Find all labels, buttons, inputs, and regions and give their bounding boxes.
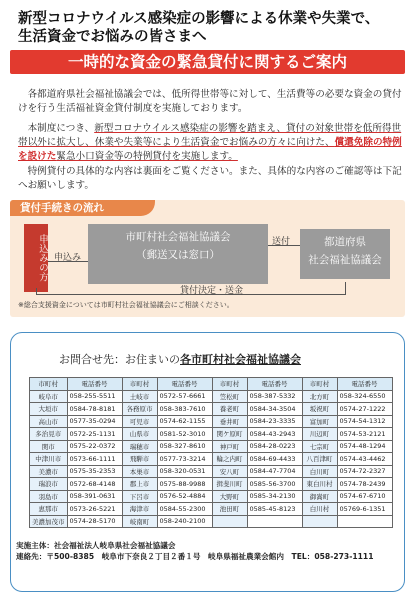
- municipality-cell: 飛騨市: [122, 453, 157, 466]
- municipality-cell: 東白川村: [302, 478, 337, 491]
- col-phone: 電話番号: [337, 378, 392, 391]
- phone-cell: 0574-62-1155: [157, 415, 212, 428]
- municipality-cell: 安八町: [212, 465, 247, 478]
- municipal-node-line2: （郵送又は窓口）: [136, 249, 220, 261]
- return-label: 貸付決定・送金: [180, 286, 244, 296]
- municipality-cell: 池田町: [212, 503, 247, 516]
- phone-cell: 058-320-0531: [157, 465, 212, 478]
- table-row: [30, 453, 393, 466]
- municipal-council-node: [88, 224, 268, 284]
- phone-cell: 0574-48-1294: [337, 440, 392, 453]
- phone-cell: 058-324-6550: [337, 390, 392, 403]
- prefectural-council-node: [300, 229, 390, 279]
- phone-cell: 0572-68-4148: [67, 478, 122, 491]
- contact-title: [59, 351, 301, 367]
- footer-organizer: 実施主体：社会福祉法人岐阜県社会福祉協議会: [16, 541, 176, 550]
- arrow-send-label: 送付: [272, 237, 291, 247]
- municipality-cell: 下呂市: [122, 490, 157, 503]
- phone-cell: 0584-55-2300: [157, 503, 212, 516]
- municipality-cell: 土岐市: [122, 390, 157, 403]
- phone-cell: 0572-57-6661: [157, 390, 212, 403]
- phone-cell: 0574-72-2327: [337, 465, 392, 478]
- municipality-cell: 八百津町: [302, 453, 337, 466]
- phone-cell: 058-327-8610: [157, 440, 212, 453]
- phone-cell: 0574-54-1312: [337, 415, 392, 428]
- phone-cell: 0584-34-3504: [247, 403, 302, 416]
- footer-address: 連絡先：〒500-8385 岐阜市下奈良２丁目２番１号 岐阜県福祉農業会館内 TEL：058-273-1111: [16, 552, 374, 561]
- col-name: 市町村: [30, 378, 68, 391]
- table-row: [30, 490, 393, 503]
- phone-cell: 0585-45-8123: [247, 503, 302, 516]
- municipality-cell: 笠松町: [212, 390, 247, 403]
- footer: [16, 540, 396, 562]
- paragraph-special: [18, 122, 403, 164]
- phone-cell: 0584-69-4433: [247, 453, 302, 466]
- municipality-cell: 中津川市: [30, 453, 68, 466]
- table-row: [30, 390, 393, 403]
- p2-expanded: 新型コロナウイルス感染症の影響を踏まえ、貸付の対象世帯を低所得世帯以外に拡大し、休業や失業等により生活資金でお悩みの方々に向けた、: [18, 123, 402, 148]
- table-row: [30, 503, 393, 516]
- phone-cell: 0574-27-1222: [337, 403, 392, 416]
- prefectural-node-line2: 社会福祉協議会: [308, 254, 382, 266]
- table-row: [30, 515, 393, 528]
- municipality-cell: 多治見市: [30, 428, 68, 441]
- p2-exemption: 償還免除の特例を設けた: [18, 137, 402, 162]
- phone-cell: 058-255-5511: [67, 390, 122, 403]
- phone-cell: 058-391-0631: [67, 490, 122, 503]
- col-phone: 電話番号: [247, 378, 302, 391]
- municipality-cell: 御嵩町: [302, 490, 337, 503]
- phone-cell: 0581-52-3010: [157, 428, 212, 441]
- phone-cell: 0584-47-7704: [247, 465, 302, 478]
- municipality-cell: 瑞浪市: [30, 478, 68, 491]
- municipal-node-line1: 市町村社会福祉協議会: [125, 231, 231, 243]
- phone-cell: 058-383-7610: [157, 403, 212, 416]
- col-phone: 電話番号: [67, 378, 122, 391]
- municipality-cell: 可児市: [122, 415, 157, 428]
- p2-lead: 本制度につき、: [27, 123, 95, 134]
- header-line-1: 新型コロナウイルス感染症の影響による休業や失業で、: [18, 11, 380, 27]
- paragraph-intro: 各都道府県社会福祉協議会では、低所得世帯等に対して、生活費等の必要な資金の貸付けを行う生活福祉資金貸付制度を実施しております。: [18, 89, 402, 114]
- municipality-cell: 養老町: [212, 403, 247, 416]
- col-name: 市町村: [212, 378, 247, 391]
- municipality-cell: 白川町: [302, 465, 337, 478]
- municipality-cell: 白川村: [302, 503, 337, 516]
- table-row: [30, 465, 393, 478]
- municipality-cell: 美濃加茂市: [30, 515, 68, 528]
- municipality-cell: 関ケ原町: [212, 428, 247, 441]
- phone-cell: 0575-35-2353: [67, 465, 122, 478]
- contact-table: [29, 377, 393, 528]
- municipality-cell: 川辺町: [302, 428, 337, 441]
- paragraph-details: 特例貸付の具体的な内容は裏面をご覧ください。また、具体的な内容のご確認等は下記へお願いします。: [18, 166, 402, 191]
- municipality-cell: 本巣市: [122, 465, 157, 478]
- phone-cell: 0573-66-1111: [67, 453, 122, 466]
- header-line-2: 生活資金でお悩みの皆さまへ: [18, 29, 207, 45]
- col-name: 市町村: [302, 378, 337, 391]
- flow-section: [10, 200, 405, 317]
- return-line-right: [345, 282, 346, 294]
- phone-cell: 0572-25-1131: [67, 428, 122, 441]
- municipality-cell: 山県市: [122, 428, 157, 441]
- phone-cell: 0577-73-3214: [157, 453, 212, 466]
- municipality-cell: 富加町: [302, 415, 337, 428]
- municipality-cell: [212, 515, 247, 528]
- municipality-cell: 郡上市: [122, 478, 157, 491]
- table-row: [30, 440, 393, 453]
- prefectural-node-line1: 都道府県: [324, 236, 366, 248]
- municipality-cell: 瑞穂市: [122, 440, 157, 453]
- header-title: [18, 10, 403, 46]
- phone-cell: 0576-52-4884: [157, 490, 212, 503]
- municipality-cell: [302, 515, 337, 528]
- phone-cell: [247, 515, 302, 528]
- phone-cell: 0585-34-2130: [247, 490, 302, 503]
- municipality-cell: 北方町: [302, 390, 337, 403]
- phone-cell: 0575-22-0372: [67, 440, 122, 453]
- phone-cell: 058-387-5332: [247, 390, 302, 403]
- phone-cell: 0574-43-4462: [337, 453, 392, 466]
- phone-cell: 058-240-2100: [157, 515, 212, 528]
- phone-cell: 0584-43-2943: [247, 428, 302, 441]
- phone-cell: 0574-53-2121: [337, 428, 392, 441]
- banner: 一時的な資金の緊急貸付に関するご案内: [10, 50, 405, 74]
- phone-cell: 0584-78-8181: [67, 403, 122, 416]
- table-row: [30, 403, 393, 416]
- flow-title: 貸付手続きの流れ: [10, 200, 155, 216]
- p2-tail: 緊急小口資金等の特例貸付を実施します。: [56, 151, 238, 162]
- phone-cell: 05769-6-1351: [337, 503, 392, 516]
- municipality-cell: 揖斐川町: [212, 478, 247, 491]
- municipality-cell: 各務原市: [122, 403, 157, 416]
- phone-cell: 0574-28-5170: [67, 515, 122, 528]
- contact-prefix: お問合せ先：お住まいの: [59, 353, 180, 366]
- municipality-cell: 岐阜市: [30, 390, 68, 403]
- flow-note: ※総合支援資金については市町村社会福祉協議会にご相談ください。: [18, 301, 234, 309]
- municipality-cell: 美濃市: [30, 465, 68, 478]
- municipality-cell: 高山市: [30, 415, 68, 428]
- municipality-cell: 坂祝町: [302, 403, 337, 416]
- phone-cell: 0577-35-0294: [67, 415, 122, 428]
- table-header-row: [30, 378, 393, 391]
- phone-cell: 0584-23-3335: [247, 415, 302, 428]
- municipality-cell: 垂井町: [212, 415, 247, 428]
- contact-highlight: 各市町村社会福祉協議会: [180, 353, 301, 366]
- municipality-cell: 七宗町: [302, 440, 337, 453]
- phone-cell: 0574-67-6710: [337, 490, 392, 503]
- municipality-cell: 岐南町: [122, 515, 157, 528]
- phone-cell: 0584-28-0223: [247, 440, 302, 453]
- table-row: [30, 478, 393, 491]
- municipality-cell: 大野町: [212, 490, 247, 503]
- phone-cell: 0573-26-5221: [67, 503, 122, 516]
- applicant-box: 申込みの方: [24, 224, 48, 292]
- municipality-cell: 関市: [30, 440, 68, 453]
- municipality-cell: 羽島市: [30, 490, 68, 503]
- phone-cell: 0574-78-2439: [337, 478, 392, 491]
- arrow-apply-label: 申込み: [54, 253, 82, 263]
- table-row: [30, 428, 393, 441]
- col-name: 市町村: [122, 378, 157, 391]
- municipality-cell: 輪之内町: [212, 453, 247, 466]
- municipality-cell: 大垣市: [30, 403, 68, 416]
- phone-cell: 0585-56-3700: [247, 478, 302, 491]
- municipality-cell: 海津市: [122, 503, 157, 516]
- col-phone: 電話番号: [157, 378, 212, 391]
- municipality-cell: 恵那市: [30, 503, 68, 516]
- phone-cell: 0575-88-9988: [157, 478, 212, 491]
- table-row: [30, 415, 393, 428]
- phone-cell: [337, 515, 392, 528]
- municipality-cell: 神戸町: [212, 440, 247, 453]
